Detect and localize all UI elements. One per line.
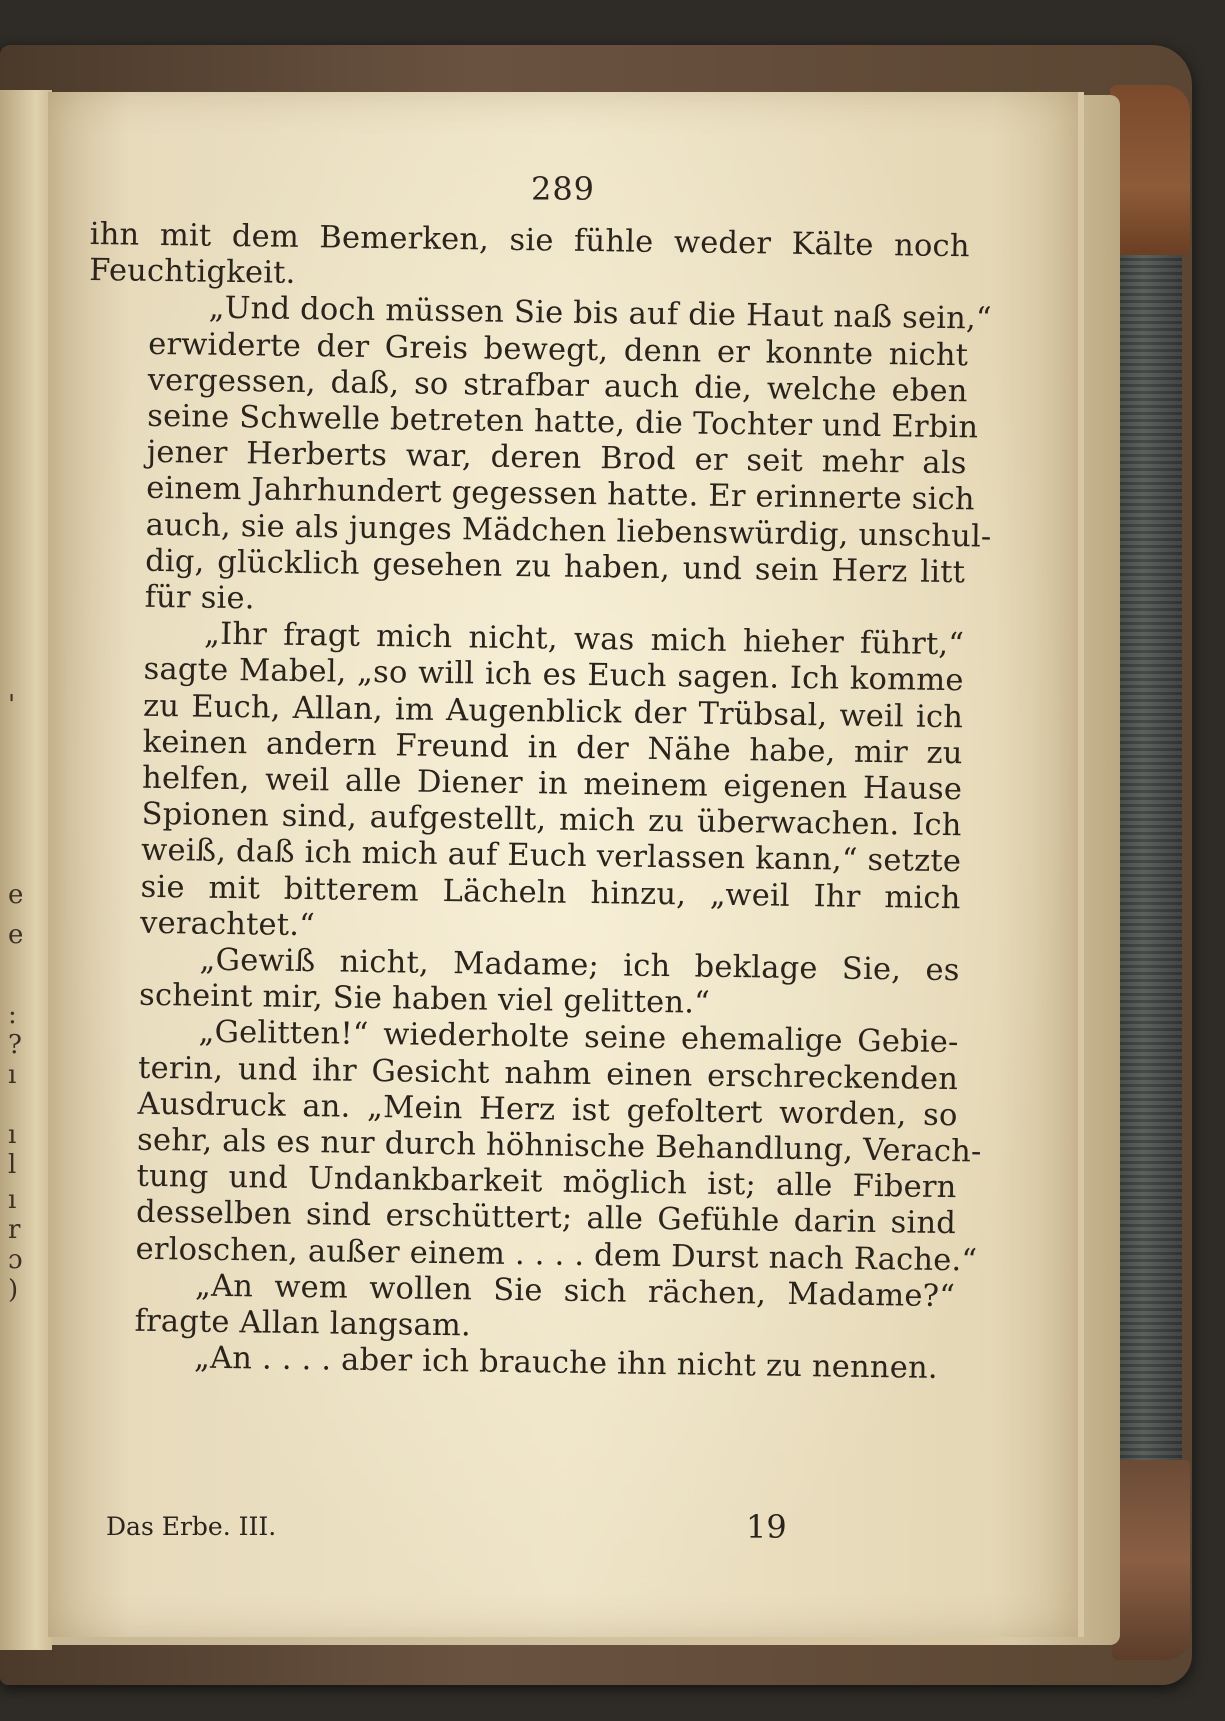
facing-page-fragment: ? xyxy=(8,1030,22,1060)
text-line: Ausdruck an. „Mein Herz ist gefoltert worden, so xyxy=(137,1086,958,1134)
facing-page-fragment: e xyxy=(8,880,24,910)
text-line: verachtet.“ xyxy=(139,905,316,944)
text-line: Feuchtigkeit. xyxy=(89,253,296,292)
paragraph xyxy=(89,217,970,302)
text-line: für sie. xyxy=(144,579,255,617)
facing-page-fragment: r xyxy=(8,1215,21,1245)
facing-page-fragment: e xyxy=(8,920,24,950)
facing-page-fragment: l xyxy=(8,1150,17,1180)
text-line: vergessen, daß, so strafbar auch die, welche eben xyxy=(147,362,968,410)
text-line: tung und Undankbarkeit möglich ist; alle Fibern xyxy=(136,1159,957,1206)
text-line: terin, und ihr Gesicht nahm einen erschreckenden xyxy=(137,1050,959,1097)
body-text xyxy=(74,217,992,1388)
facing-page-edge xyxy=(0,90,52,1650)
text-line: „An wem wollen Sie sich rächen, Madame?“ xyxy=(194,1268,956,1315)
text-line: seine Schwelle betreten hatte, die Tochter und Erbin xyxy=(146,398,979,446)
facing-page-fragment: ) xyxy=(8,1275,19,1305)
paragraph xyxy=(75,1013,982,1279)
text-line: helfen, weil alle Diener in meinem eigenen Hause xyxy=(141,760,963,808)
facing-page-fragment: ı xyxy=(8,1060,17,1090)
text-line: „An . . . . aber ich brauche ihn nicht zu nennen. xyxy=(193,1340,938,1387)
facing-page-fragment: ı xyxy=(8,1185,17,1215)
text-line: ihn mit dem Bemerken, sie fühle weder Kälte noch xyxy=(89,217,970,265)
text-line: „Gewiß nicht, Madame; ich beklage Sie, es xyxy=(199,942,960,989)
text-line: auch, sie als junges Mädchen liebenswürdig, unschul- xyxy=(145,507,992,555)
text-line: erloschen, außer einem . . . . dem Durst nach Rache.“ xyxy=(135,1231,978,1279)
leather-corner-bottom xyxy=(1112,1460,1190,1660)
text-line: desselben sind erschüttert; alle Gefühle darin sind xyxy=(135,1195,957,1242)
facing-page-text-fragments xyxy=(0,90,52,1650)
text-line: jener Herberts war, deren Brod er seit mehr als xyxy=(146,435,967,482)
text-line: sagte Mabel, „so will ich es Euch sagen. Ich komme xyxy=(143,652,964,699)
text-line: einem Jahrhundert gegessen hatte. Er erinnerte sich xyxy=(145,471,975,518)
page-number: 289 xyxy=(530,170,596,208)
text-line: „Gelitten!“ wiederholte seine ehemalige Gebie- xyxy=(198,1015,959,1061)
text-line: scheint mir, Sie haben viel gelitten.“ xyxy=(138,978,711,1021)
facing-page-fragment: ' xyxy=(8,690,16,720)
text-line: erwiderte der Greis bewegt, denn er konnte nicht xyxy=(147,326,969,373)
paragraph xyxy=(79,941,960,1026)
text-line: keinen andern Freund in der Nähe habe, mir zu xyxy=(142,724,963,772)
running-title: Das Erbe. III. xyxy=(106,1512,277,1541)
page-footer xyxy=(106,1508,956,1552)
text-line: zu Euch, Allan, im Augenblick der Trübsal, weil ich xyxy=(142,688,964,735)
facing-page-fragment: ɔ xyxy=(8,1245,23,1275)
text-line: Spionen sind, aufgestellt, mich zu überwachen. Ich xyxy=(141,797,962,844)
signature-mark: 19 xyxy=(746,1508,787,1546)
cover-edge xyxy=(1112,90,1182,1650)
leather-corner-top xyxy=(1110,85,1190,255)
book-page xyxy=(48,92,1084,1637)
paragraph xyxy=(74,1267,955,1352)
text-line: „Ihr fragt mich nicht, was mich hieher führt,“ xyxy=(203,616,965,663)
text-line: sehr, als es nur durch höhnische Behandlung, Verach- xyxy=(136,1122,982,1170)
paragraph xyxy=(80,615,964,953)
facing-page-fragment: : xyxy=(8,1000,17,1030)
paragraph xyxy=(84,289,992,627)
text-line: „Und doch müssen Sie bis auf die Haut naß sein,“ xyxy=(208,291,992,338)
text-line: dig, glücklich gesehen zu haben, und sein Herz litt xyxy=(144,543,966,591)
text-line: fragte Allan langsam. xyxy=(134,1303,472,1344)
text-line: weiß, daß ich mich auf Euch verlassen kann,“ setzte xyxy=(140,833,962,880)
text-line: sie mit bitterem Lächeln hinzu, „weil Ihr mich xyxy=(140,869,961,916)
facing-page-fragment: ı xyxy=(8,1120,17,1150)
